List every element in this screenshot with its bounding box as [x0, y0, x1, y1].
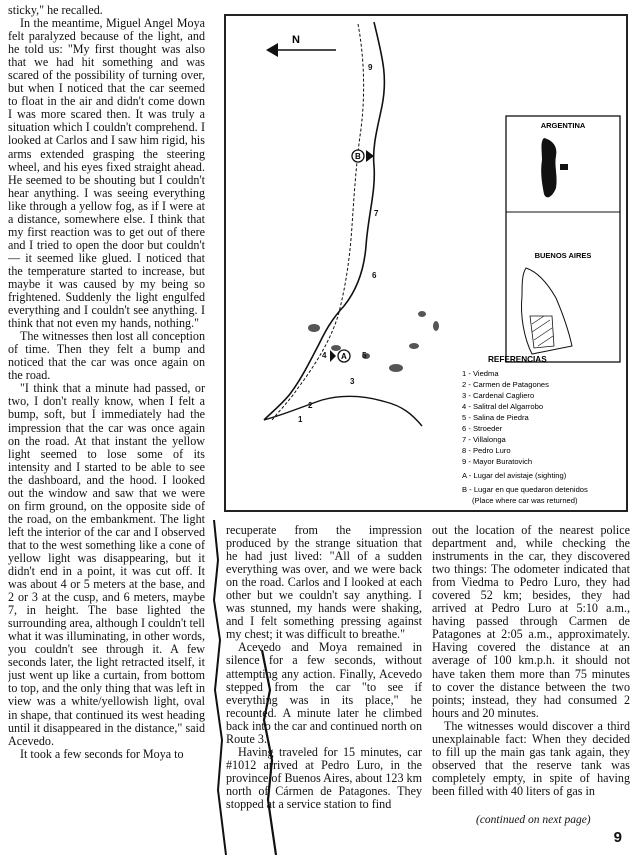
article-column-right: [432, 524, 630, 844]
legend-item: (Place where car was returned): [472, 496, 578, 505]
svg-text:A: A: [341, 352, 347, 361]
article-column-middle: [226, 524, 422, 824]
marker-b: [352, 150, 374, 162]
legend-item: 9 - Mayor Buratovich: [462, 457, 533, 466]
map-marker-7: 7: [374, 209, 379, 218]
paragraph: "I think that a minute had passed, or two, I don't really know, when I felt a bump, soft, but I immediately had the impression that the car was once again on the road. At that instant the yellow light seemed to lose some of its intensity and I started to be able to see the dashboard, and the hood. I looked out the window and saw that we were on firm ground, on the opposite side of the road, on the embankment. The light left the interior of the car and I observed that to the west something like a cone of yellow light was disappearing, but it didn't end in a point, it was cut off. It was about 4 or 5 meters at the base, and 2 or 3 at the cusp, and 6 meters, maybe 7, in height. The base lighted the surrounding area, although I couldn't tell what it was illuminating, in other words, you couldn't see through it. A few seconds later, the light retracted itself, it just went up like a curtain, from bottom to top, and the only thing that was left in view was a white/yellowish light, oval in shape, that continued its west heading until it disappeared in the distance," said Acevedo.: [8, 381, 205, 748]
inset-map: [506, 116, 620, 362]
map-drawing: [226, 16, 626, 510]
map-marker-1: 1: [298, 415, 303, 424]
paragraph: In the meantime, Miguel Angel Moya felt paralyzed because of the light, and he told us: "My first thought was also that we had hit something and was scared of the possibility of turning over, but when I noticed that the car seemed to float in the air and didn't come down I was more scared then. It was truly a situation which I couldn't comprehend. I looked at Carlos and I saw him rigid, his arms extended grasping the steering wheel, and his eyes fixed straight ahead. He seemed to be shouting but I couldn't hear anything. I was seeing everything like through a yellow fog, as if I were at a distance, somewhere else. I think that my first reaction was to get out of there and I tried to open the door but couldn't — it seemed like glued. I noticed that the temperature started to increase, but maybe it was caused by my being so frightened. Suddenly the light engulfed everything and I couldn't see anything. I think that not even my hands, nothing.": [8, 16, 205, 331]
map-marker-3: 3: [350, 377, 355, 386]
marker-a: [330, 350, 350, 362]
paragraph: Acevedo and Moya remained in silence for a few seconds, without attempting any action. Finally, Acevedo stepped from the car "to see if everything was in its place," he recounted. A minute later he climbed back into the car and continued north on Route 3.: [226, 640, 422, 746]
coastline: [264, 22, 384, 420]
page-number: 9: [613, 829, 622, 846]
paragraph: It took a few seconds for Moya to: [20, 746, 184, 761]
paragraph: sticky," he recalled.: [8, 4, 103, 17]
map-marker-9: 9: [368, 63, 373, 72]
legend-title: REFERENCIAS: [488, 355, 547, 364]
map-marker-2: 2: [308, 401, 313, 410]
map-legend: [462, 355, 588, 505]
legend-item: 2 - Carmen de Patagones: [462, 380, 549, 389]
map-marker-4: 4: [322, 351, 327, 360]
map-marker-6: 6: [372, 271, 377, 280]
north-label: N: [292, 34, 300, 46]
legend-item: B - Lugar en que quedaron detenidos: [462, 485, 588, 494]
route-line: [272, 24, 364, 420]
legend-item: 4 - Salitral del Algarrobo: [462, 402, 544, 411]
inset-label-argentina: ARGENTINA: [540, 121, 586, 130]
legend-item: 8 - Pedro Luro: [462, 446, 511, 455]
north-arrow-icon: [266, 34, 336, 57]
paragraph: recuperate from the impression produced by the strange situation that he had just lived: "All of a sudden everything was over, and we were back on the road. Carlos and I looked at each other but we couldn't say anything. I was stunned, my hands were shaking, and I felt something pressing against my chest; it was difficult to breathe.": [226, 524, 422, 642]
paragraph: Having traveled for 15 minutes, car #1012 arrived at Pedro Luro, in the province of Buenos Aires, about 123 km north of Cármen de Patagones. They stopped at a service station to find: [226, 744, 422, 811]
legend-item: 7 - Villalonga: [462, 435, 506, 444]
svg-text:B: B: [355, 152, 361, 161]
paragraph: The witnesses then lost all conception of time. Then they felt a bump and noticed that the car was once again on the road.: [8, 329, 205, 383]
continued-note: (continued on next page): [476, 814, 591, 826]
inset-label-buenos-aires: BUENOS AIRES: [534, 251, 592, 260]
legend-item: A - Lugar del avistaje (sighting): [462, 471, 567, 480]
article-column-left: [8, 4, 205, 844]
legend-item: 5 - Salina de Piedra: [462, 413, 529, 422]
coastline-lower: [264, 396, 422, 426]
paragraph: The witnesses would discover a third unexplainable fact: When they decided to fill up the main gas tank again, they observed that the reserve tank was completely empty, in spite of having been filled with 40 liters of gas in: [432, 718, 630, 798]
route-map: [224, 14, 628, 512]
map-marker-5: 5: [362, 351, 367, 360]
legend-item: 1 - Viedma: [462, 369, 499, 378]
legend-item: 6 - Stroeder: [462, 424, 503, 433]
legend-item: 3 - Cardenal Cagliero: [462, 391, 535, 400]
paragraph: out the location of the nearest police department and, while checking the instruments in the car, they discovered two things: The odometer indicated that from Viedma to Pedro Luro, they had covered 52 km; besides, they had arrived at Pedro Luro at 5:10 a.m., having passed through Carmen de Patagones at 2:05 a.m., approximately. Having covered the distance at an average of 100 km.p.h. it should not have taken them more than 75 minutes to cover the distance between the two points; instead, they had consumed 2 hours and 20 minutes.: [432, 524, 630, 720]
